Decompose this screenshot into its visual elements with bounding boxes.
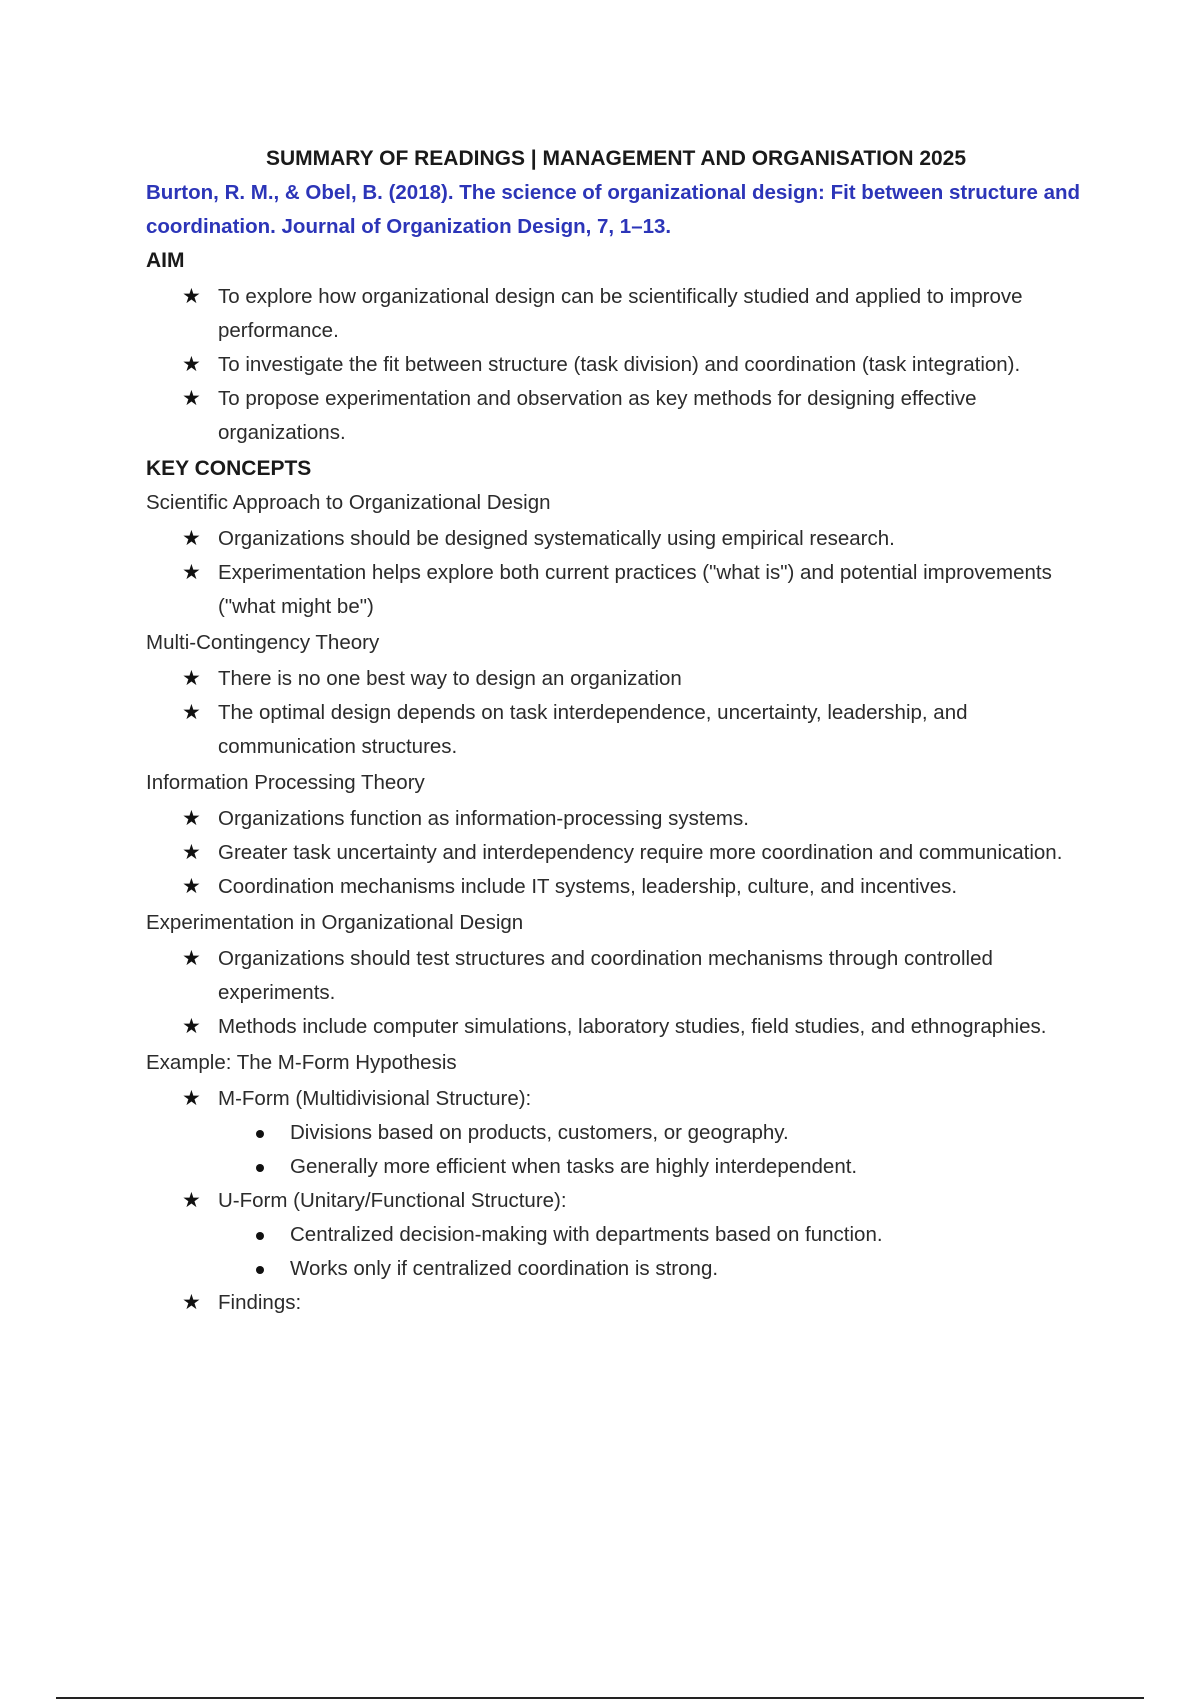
dot-bullet-icon [256,1164,264,1172]
list-item: ★ To investigate the fit between structure (task division) and coordination (task integration). [146,348,1086,382]
subheading-information-processing: Information Processing Theory [146,771,425,794]
list-item: ★ Organizations should be designed systematically using empirical research. [146,522,1086,556]
m-form-list [146,1082,1086,1320]
uform-sublist [218,1218,1086,1286]
list-item: ★ Organizations function as information-processing systems. [146,802,1086,836]
page-title: SUMMARY OF READINGS | MANAGEMENT AND ORGANISATION 2025 [265,147,967,170]
list-item: ★ Greater task uncertainty and interdependency require more coordination and communication. [146,836,1086,870]
list-item: Centralized decision-making with departments based on function. [218,1218,1086,1252]
list-item: ★ M-Form (Multidivisional Structure): Divisions based on products, customers, or geography. Generally more efficient when tasks are highly interdependent. [146,1082,1086,1184]
list-item: Generally more efficient when tasks are highly interdependent. [218,1150,1086,1184]
star-bullet-icon: ★ [182,561,201,584]
dot-bullet-icon [256,1232,264,1240]
document-page [146,142,1086,1322]
information-processing-list [146,802,1086,904]
list-item: Divisions based on products, customers, or geography. [218,1116,1086,1150]
star-bullet-icon: ★ [182,1291,201,1314]
list-item: ★ Coordination mechanisms include IT systems, leadership, culture, and incentives. [146,870,1086,904]
star-bullet-icon: ★ [182,1015,201,1038]
star-bullet-icon: ★ [182,947,201,970]
aim-heading: AIM [146,249,185,272]
list-item: ★ Methods include computer simulations, laboratory studies, field studies, and ethnographies. [146,1010,1086,1044]
list-item: ★ There is no one best way to design an organization [146,662,1086,696]
star-bullet-icon: ★ [182,1189,201,1212]
experimentation-list [146,942,1086,1044]
list-item: ★ To explore how organizational design can be scientifically studied and applied to improve performance. [146,280,1086,348]
star-bullet-icon: ★ [182,841,201,864]
list-item: ★ Experimentation helps explore both current practices ("what is") and potential improvements ("what might be") [146,556,1086,624]
star-bullet-icon: ★ [182,285,201,308]
star-bullet-icon: ★ [182,353,201,376]
mform-sublist [218,1116,1086,1184]
list-item: ★ Findings: [146,1286,1086,1320]
dot-bullet-icon [256,1130,264,1138]
list-item: Works only if centralized coordination is strong. [218,1252,1086,1286]
citation: Burton, R. M., & Obel, B. (2018). The science of organizational design: Fit between structure and coordination. Journal of Organization Design, 7, 1–13. [146,181,1081,238]
list-item: ★ U-Form (Unitary/Functional Structure): Centralized decision-making with departments based on function. Works only if centralized coordination is strong. [146,1184,1086,1286]
star-bullet-icon: ★ [182,667,201,690]
subheading-m-form: Example: The M-Form Hypothesis [146,1051,457,1074]
footer-divider [56,1697,1144,1699]
scientific-list [146,522,1086,624]
list-item: ★ The optimal design depends on task interdependence, uncertainty, leadership, and communication structures. [146,696,1086,764]
multi-contingency-list [146,662,1086,764]
subheading-experimentation: Experimentation in Organizational Design [146,911,524,934]
key-concepts-heading: KEY CONCEPTS [146,457,312,480]
star-bullet-icon: ★ [182,1087,201,1110]
aim-list [146,280,1086,450]
star-bullet-icon: ★ [182,387,201,410]
list-item: ★ Organizations should test structures and coordination mechanisms through controlled experiments. [146,942,1086,1010]
star-bullet-icon: ★ [182,807,201,830]
subheading-multi-contingency: Multi-Contingency Theory [146,631,380,654]
star-bullet-icon: ★ [182,527,201,550]
subheading-scientific: Scientific Approach to Organizational Design [146,491,551,514]
list-item: ★ To propose experimentation and observation as key methods for designing effective organizations. [146,382,1086,450]
star-bullet-icon: ★ [182,701,201,724]
star-bullet-icon: ★ [182,875,201,898]
dot-bullet-icon [256,1266,264,1274]
